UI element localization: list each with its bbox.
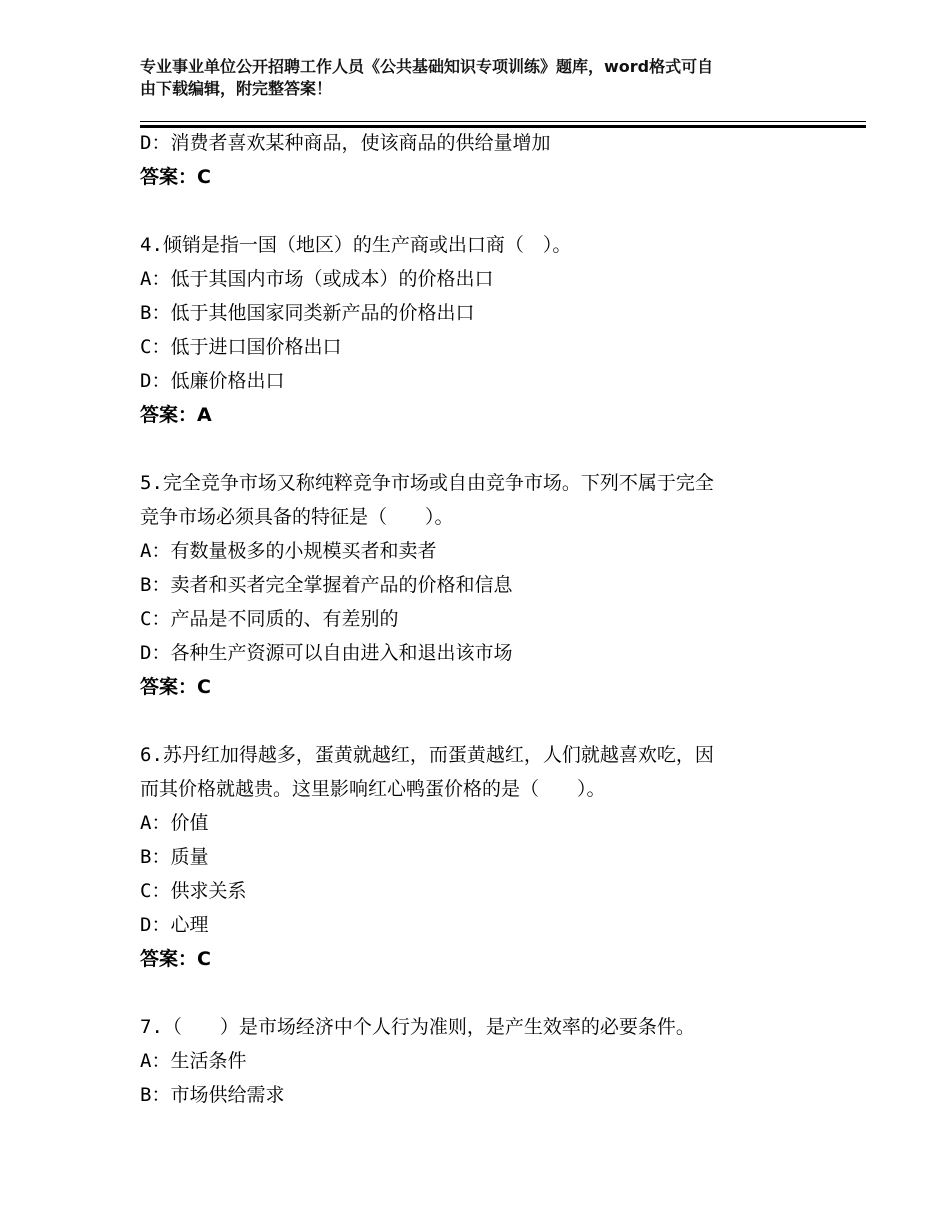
q5-option-b: B：卖者和买者完全掌握着产品的价格和信息 <box>140 574 513 596</box>
q5-stem-line-1: 5.完全竞争市场又称纯粹竞争市场或自由竞争市场。下列不属于完全 <box>140 472 714 494</box>
q6-option-c: C：供求关系 <box>140 880 247 902</box>
q6-option-b: B：质量 <box>140 846 209 868</box>
q4-option-b: B：低于其他国家同类新产品的价格出口 <box>140 302 475 324</box>
q5-answer: 答案：C <box>140 676 211 698</box>
q5-stem-line-2: 竞争市场必须具备的特征是（ ）。 <box>140 506 454 528</box>
q4-option-d: D：低廉价格出口 <box>140 370 285 392</box>
q6-option-a: A：价值 <box>140 812 209 834</box>
q6-answer: 答案：C <box>140 948 211 970</box>
q6-stem-line-2: 而其价格就越贵。这里影响红心鸭蛋价格的是（ ）。 <box>140 778 606 800</box>
q7-option-a: A：生活条件 <box>140 1050 247 1072</box>
document-header <box>140 56 810 100</box>
q4-option-a: A：低于其国内市场（或成本）的价格出口 <box>140 268 494 290</box>
prev-option-d: D：消费者喜欢某种商品，使该商品的供给量增加 <box>140 132 551 154</box>
q5-option-c: C：产品是不同质的、有差别的 <box>140 608 399 630</box>
q6-stem-line-1: 6.苏丹红加得越多，蛋黄就越红，而蛋黄越红，人们就越喜欢吃，因 <box>140 744 714 766</box>
q7-option-b: B：市场供给需求 <box>140 1084 285 1106</box>
header-line-2: 由下载编辑，附完整答案！ <box>140 79 333 98</box>
q4-stem: 4.倾销是指一国（地区）的生产商或出口商（ ）。 <box>140 234 572 256</box>
q4-answer: 答案：A <box>140 404 212 426</box>
spacer <box>140 704 840 738</box>
q7-stem: 7.（ ）是市场经济中个人行为准则，是产生效率的必要条件。 <box>140 1016 695 1038</box>
question-content <box>140 126 840 1112</box>
q6-option-d: D：心理 <box>140 914 209 936</box>
spacer <box>140 194 840 228</box>
spacer <box>140 432 840 466</box>
q4-option-c: C：低于进口国价格出口 <box>140 336 342 358</box>
q5-option-d: D：各种生产资源可以自由进入和退出该市场 <box>140 642 513 664</box>
prev-answer: 答案：C <box>140 166 211 188</box>
spacer <box>140 976 840 1010</box>
q5-option-a: A：有数量极多的小规模买者和卖者 <box>140 540 437 562</box>
header-rule-thin <box>140 121 866 122</box>
header-line-1: 专业事业单位公开招聘工作人员《公共基础知识专项训练》题库，word格式可自 <box>140 57 714 76</box>
